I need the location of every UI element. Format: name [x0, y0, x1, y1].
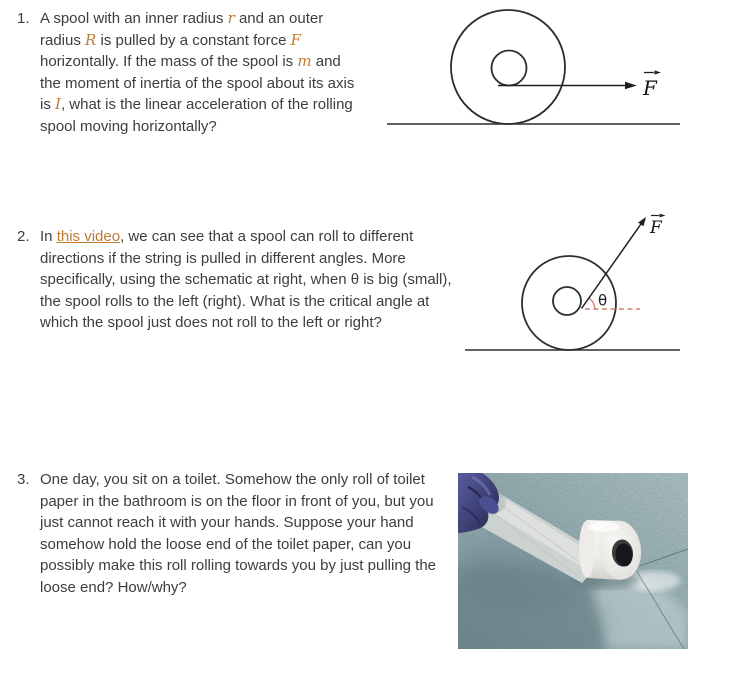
math-variable: I — [55, 95, 61, 113]
math-variable: r — [227, 9, 235, 27]
text-run: One day, you sit on a toilet. Somehow the only roll of toilet paper in the bathroom is on the floor in front of you, but you just cannot reach it with your hands. Suppose your hand somehow hold the loose end of the toilet paper, can you possibly make this roll rolling towards you by just pulling the loose end? How/why? — [40, 471, 437, 596]
question-2-number: 2. — [17, 228, 30, 245]
force-arrow-shaft — [582, 224, 642, 309]
text-run: A spool with an inner radius — [40, 10, 228, 27]
spool-inner-circle — [553, 287, 581, 315]
spool-angle-diagram — [450, 200, 710, 360]
text-run: , we can see that a spool can roll to different directions if the string is pulled in different angles. More specifically, using the schematic at right, when θ is big (small), the spool rolls to the left (right). What is the critical angle at which the spool just does not roll to the left or right? — [40, 228, 452, 331]
question-1 — [17, 8, 365, 137]
question-2 — [17, 226, 452, 334]
vector-arrow-head — [660, 214, 666, 218]
math-variable: R — [85, 30, 97, 49]
text-run: is pulled by a constant force — [96, 31, 291, 49]
vector-arrow-head — [655, 70, 662, 74]
spool-inner-circle — [492, 51, 527, 86]
question-2-text — [40, 226, 452, 334]
angle-label: θ — [598, 291, 608, 310]
text-run: horizontally. If the mass of the spool is — [40, 53, 298, 70]
math-variable: m — [297, 52, 312, 70]
spool-horizontal-force-diagram — [380, 5, 700, 135]
roll-highlight — [588, 522, 620, 532]
toilet-paper-photo — [458, 473, 688, 649]
angle-arc — [589, 298, 595, 309]
spool-outer-circle — [451, 10, 565, 124]
video-link[interactable]: this video — [56, 228, 121, 245]
question-3-text — [40, 469, 445, 598]
question-3-number: 3. — [17, 471, 30, 488]
question-3 — [17, 469, 445, 598]
text-run: and the moment of inertia of the spool about its axis is — [40, 53, 355, 113]
question-1-text — [40, 8, 365, 137]
text-run: and an outer radius — [40, 10, 324, 49]
text-run: In — [40, 228, 57, 245]
force-arrow-head — [625, 82, 637, 89]
force-arrow-head — [638, 217, 646, 226]
math-variable: F — [290, 30, 302, 49]
question-1-number: 1. — [17, 10, 30, 27]
force-label: F — [650, 218, 662, 238]
text-run: , what is the linear acceleration of the rolling spool moving horizontally? — [40, 96, 353, 135]
force-label: F — [643, 76, 657, 100]
